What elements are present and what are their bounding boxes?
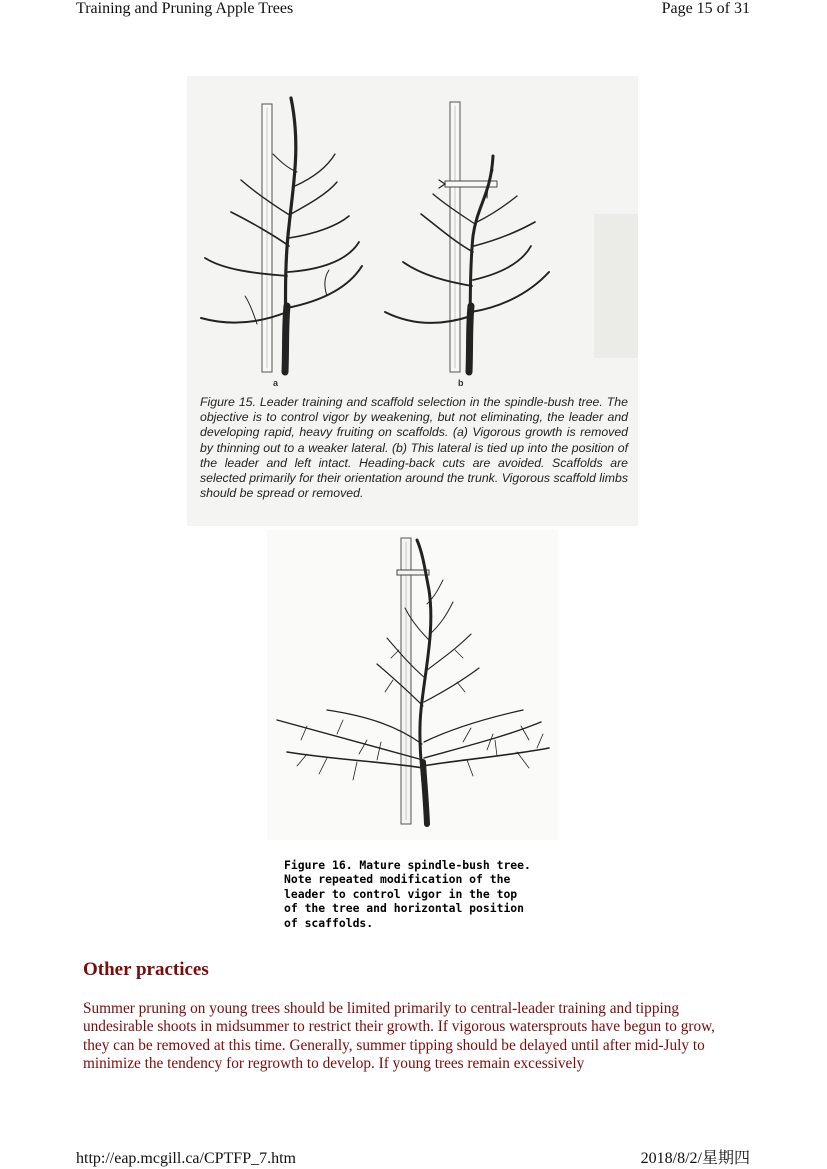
figure-15-illustration	[187, 76, 638, 396]
figure-15-caption: Figure 15. Leader training and scaffold selection in the spindle-bush tree. The objective is to control vigor by weakening, but not eliminating, the leader and developing rapid, heavy fruiting on scaffolds. (a) Vigorous growth is removed by thinning out to a weaker lateral. (b) This lateral is tied up into the position of the leader and left intact. Heading-back cuts are avoided. Scaffolds are selected primarily for their orientation around the trunk. Vigorous scaffold limbs should be spread or removed.	[200, 395, 628, 501]
figure-16-caption-line: of scaffolds.	[284, 915, 374, 930]
body-paragraph: Summer pruning on young trees should be limited primarily to central-leader training and tipping undesirable shoots in midsummer to restrict their growth. If vigorous watersprouts have begun to grow, they can be removed at this time. Generally, summer tipping should be delayed until after mid-July to minimize the tendency for regrowth to develop. If young trees remain excessively	[83, 1000, 716, 1073]
page-number: Page 15 of 31	[661, 0, 750, 17]
figure-16-tree-illustration	[267, 530, 558, 840]
document-title: Training and Pruning Apple Trees	[76, 0, 294, 17]
figure-16	[267, 530, 558, 840]
figure-16-caption-line: of the tree and horizontal position	[284, 901, 525, 916]
page-url: http://eap.mcgill.ca/CPTFP_7.htm	[76, 1150, 296, 1167]
tree-a-illustration	[201, 98, 362, 372]
figure-16-caption-line: leader to control vigor in the top	[284, 886, 518, 901]
figure-16-caption-line: Note repeated modification of the	[284, 872, 511, 887]
figure-15-label-b: b	[458, 378, 464, 388]
figure-15	[187, 76, 638, 526]
section-heading: Other practices	[83, 959, 209, 980]
tree-b-illustration	[385, 102, 549, 372]
figure-16-caption	[284, 858, 564, 930]
print-date: 2018/8/2/星期四	[640, 1150, 750, 1167]
figure-16-caption-line: Figure 16. Mature spindle-bush tree.	[284, 858, 531, 872]
figure-15-label-a: a	[273, 378, 279, 388]
